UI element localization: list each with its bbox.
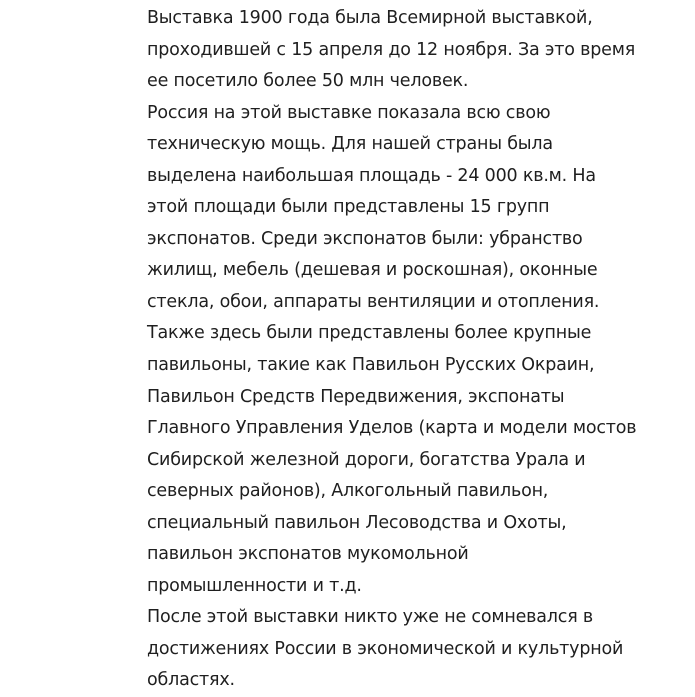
text-line: Также здесь были представлены более крупные	[147, 323, 592, 344]
text-line: Павильон Средств Передвижения, экспонаты	[147, 386, 565, 407]
paragraph-exhibition-intro	[147, 3, 687, 98]
text-line: проходившей с 15 апреля до 12 ноября. За это время	[147, 39, 636, 60]
text-line: Выставка 1900 года была Всемирной выставкой,	[147, 8, 593, 28]
text-line: Главного Управления Уделов (карта и модели мостов	[147, 418, 637, 439]
article-text	[147, 3, 687, 697]
text-line: экспонатов. Среди экспонатов были: убранство	[147, 228, 583, 249]
text-line: северных районов), Алкогольный павильон,	[147, 481, 549, 502]
paragraph-conclusion	[147, 602, 687, 697]
text-line: областях.	[147, 670, 235, 691]
paragraph-russia-exhibits	[147, 98, 687, 319]
text-line: Россия на этой выставке показала всю свою	[147, 102, 551, 123]
text-line: этой площади были представлены 15 групп	[147, 197, 550, 218]
text-line: промышленности и т.д.	[147, 575, 362, 596]
text-line: павильон экспонатов мукомольной	[147, 544, 469, 565]
text-line: жилищ, мебель (дешевая и роскошная), оконные	[147, 260, 598, 281]
text-line: выделена наибольшая площадь - 24 000 кв.м. На	[147, 165, 596, 186]
text-line: павильоны, такие как Павильон Русских Окраин,	[147, 355, 595, 376]
paragraph-pavilions	[147, 318, 687, 602]
text-line: ее посетило более 50 млн человек.	[147, 71, 469, 92]
text-line: достижениях России в экономической и культурной	[147, 638, 624, 659]
text-line: техническую мощь. Для нашей страны была	[147, 134, 553, 155]
text-line: После этой выставки никто уже не сомневался в	[147, 607, 593, 628]
text-line: специальный павильон Лесоводства и Охоты,	[147, 512, 567, 533]
text-line: Сибирской железной дороги, богатства Урала и	[147, 449, 586, 470]
text-line: стекла, обои, аппараты вентиляции и отопления.	[147, 291, 600, 312]
